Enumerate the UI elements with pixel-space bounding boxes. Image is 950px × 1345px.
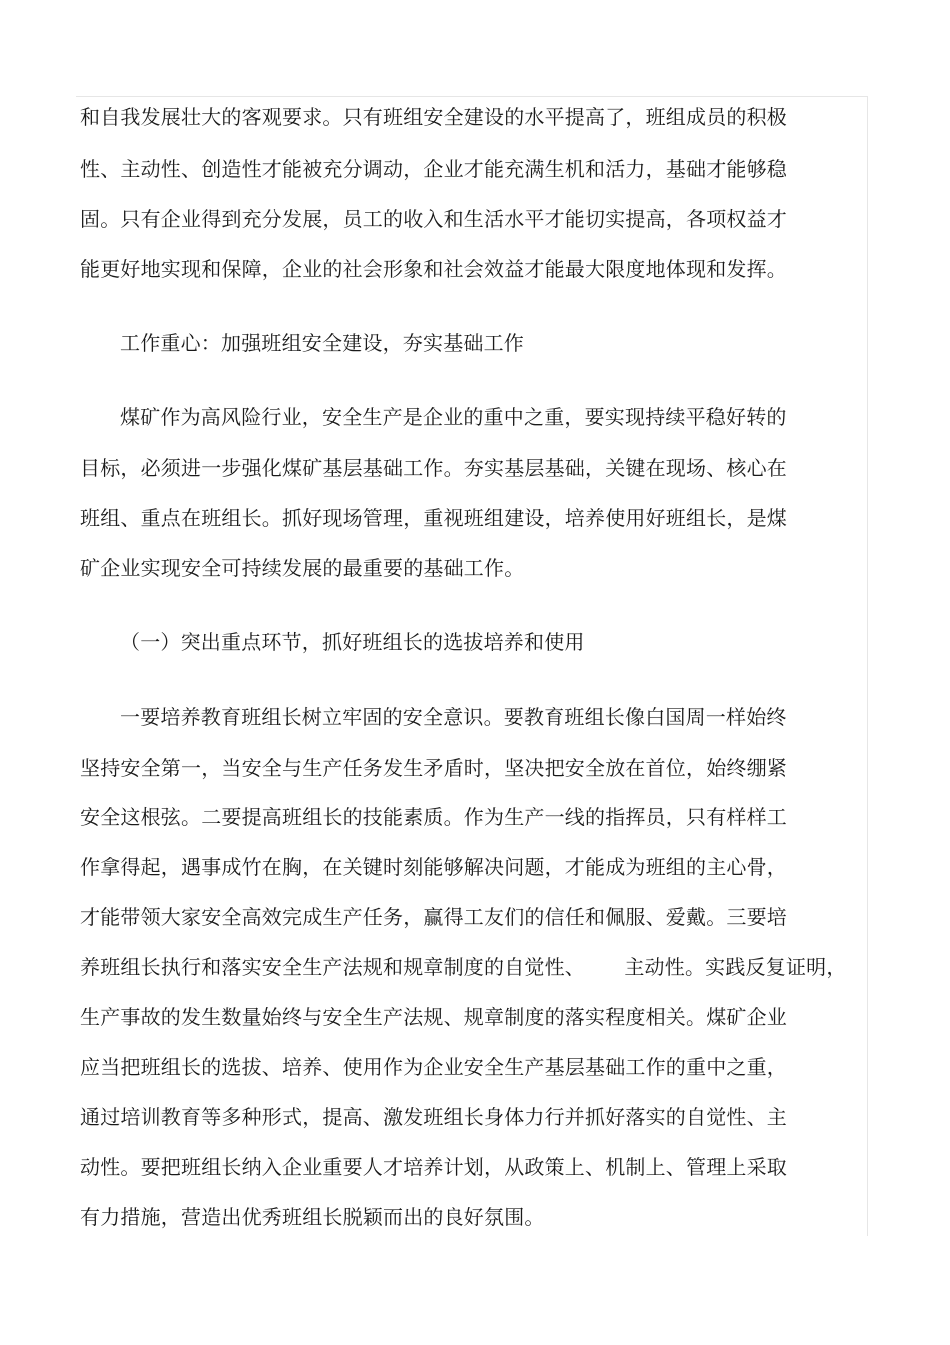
paragraph-3-line-4: 作拿得起，遇事成竹在胸，在关键时刻能够解决问题，才能成为班组的主心骨， — [80, 855, 787, 879]
paragraph-1-line-2: 性、主动性、创造性才能被充分调动，企业才能充满生机和活力，基础才能够稳 — [80, 157, 787, 181]
paragraph-3-line-5: 才能带领大家安全高效完成生产任务，赢得工友们的信任和佩服、爱戴。三要培 — [80, 905, 787, 929]
paragraph-3-line-6: 养班组长执行和落实安全生产法规和规章制度的自觉性、 主动性。实践反复证明， — [80, 955, 847, 979]
paragraph-1-line-4: 能更好地实现和保障，企业的社会形象和社会效益才能最大限度地体现和发挥。 — [80, 257, 787, 281]
paragraph-3-line-7: 生产事故的发生数量始终与安全生产法规、规章制度的落实程度相关。煤矿企业 — [80, 1005, 787, 1029]
paragraph-3-line-10: 动性。要把班组长纳入企业重要人才培养计划，从政策上、机制上、管理上采取 — [80, 1155, 787, 1179]
section-heading-1: 工作重心：加强班组安全建设，夯实基础工作 — [120, 331, 524, 355]
paragraph-3-line-3: 安全这根弦。二要提高班组长的技能素质。作为生产一线的指挥员，只有样样工 — [80, 805, 787, 829]
paragraph-2-line-4: 矿企业实现安全可持续发展的最重要的基础工作。 — [80, 556, 525, 580]
paragraph-2-line-1: 煤矿作为高风险行业，安全生产是企业的重中之重，要实现持续平稳好转的 — [120, 405, 787, 429]
paragraph-3-line-1: 一要培养教育班组长树立牢固的安全意识。要教育班组长像白国周一样始终 — [120, 705, 787, 729]
paragraph-3-line-9: 通过培训教育等多种形式，提高、激发班组长身体力行并抓好落实的自觉性、主 — [80, 1105, 787, 1129]
paragraph-2-line-2: 目标，必须进一步强化煤矿基层基础工作。夯实基层基础，关键在现场、核心在 — [80, 456, 787, 480]
paragraph-3-line-8: 应当把班组长的选拔、培养、使用作为企业安全生产基层基础工作的重中之重， — [80, 1055, 787, 1079]
paragraph-1-line-1: 和自我发展壮大的客观要求。只有班组安全建设的水平提高了，班组成员的积极 — [80, 105, 787, 129]
paragraph-3-line-2: 坚持安全第一，当安全与生产任务发生矛盾时，坚决把安全放在首位，始终绷紧 — [80, 756, 787, 780]
paragraph-3-line-11: 有力措施，营造出优秀班组长脱颖而出的良好氛围。 — [80, 1205, 545, 1229]
paragraph-1-line-3: 固。只有企业得到充分发展，员工的收入和生活水平才能切实提高，各项权益才 — [80, 207, 787, 231]
section-heading-2: （一）突出重点环节，抓好班组长的选拔培养和使用 — [120, 630, 585, 654]
paragraph-2-line-3: 班组、重点在班组长。抓好现场管理，重视班组建设，培养使用好班组长，是煤 — [80, 506, 787, 530]
